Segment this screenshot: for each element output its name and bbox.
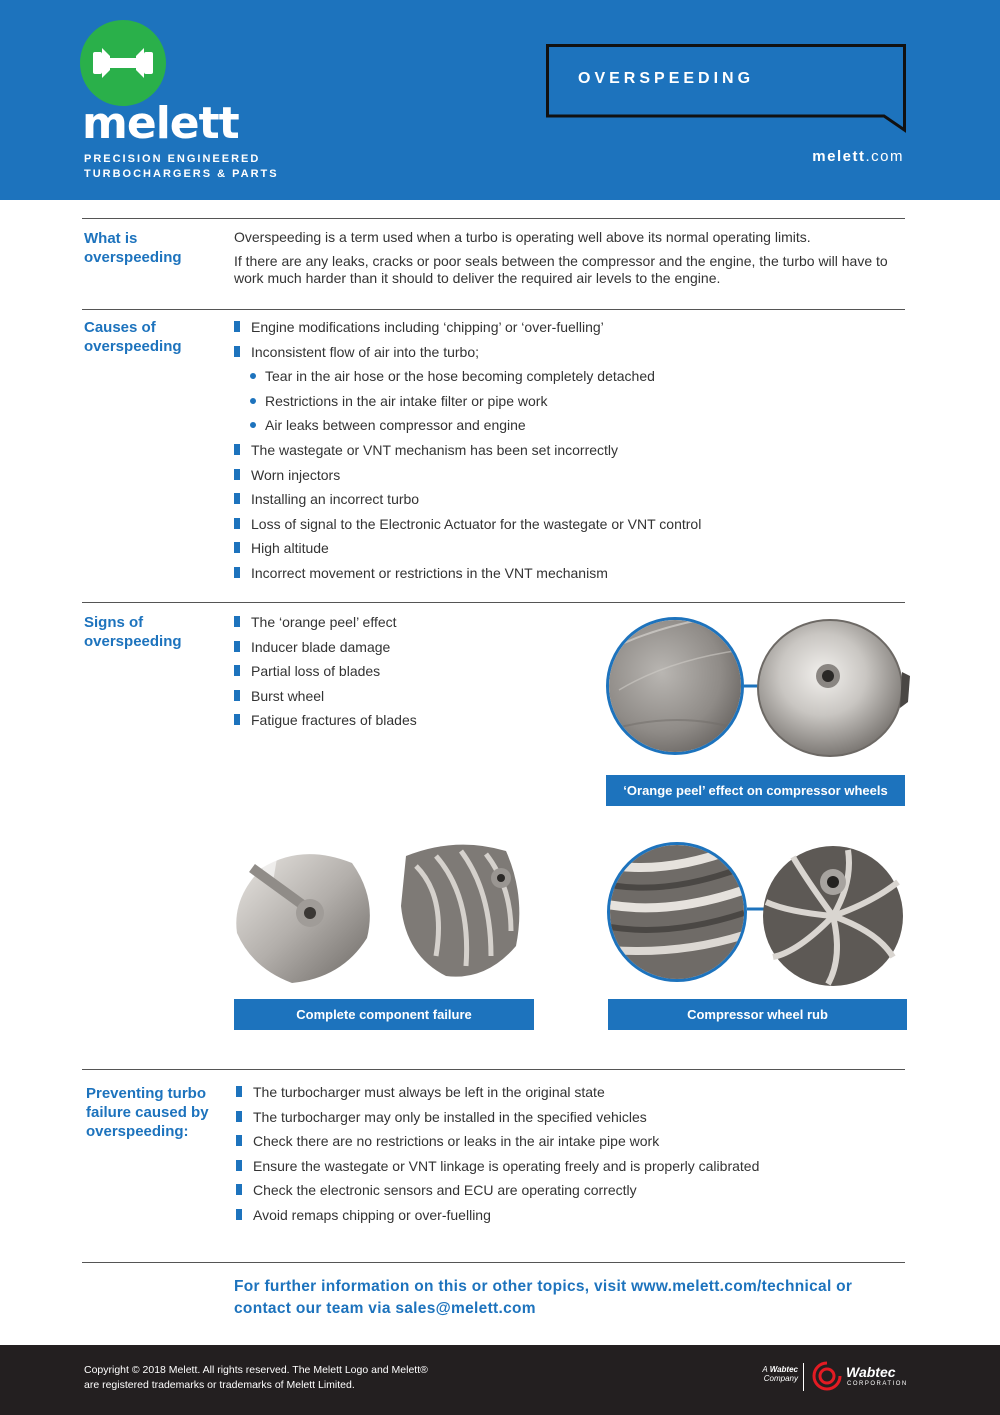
- tagline-line: PRECISION ENGINEERED: [84, 153, 261, 165]
- caption-wheel-rub: Compressor wheel rub: [608, 999, 907, 1030]
- sub-list-item: Tear in the air hose or the hose becoming completely detached: [234, 367, 701, 392]
- list-item: Check the electronic sensors and ECU are operating correctly: [236, 1181, 759, 1206]
- label-line: overspeeding: [84, 633, 182, 650]
- tagline-line: TURBOCHARGERS & PARTS: [84, 168, 279, 180]
- list-item: Worn injectors: [234, 466, 701, 491]
- sub-list-item: Air leaks between compressor and engine: [234, 416, 701, 441]
- wabtec-small: Wabtec: [769, 1365, 798, 1374]
- label-line: overspeeding: [84, 249, 182, 266]
- list-item: Burst wheel: [234, 687, 417, 712]
- caption-orange-peel: ‘Orange peel’ effect on compressor wheels: [606, 775, 905, 806]
- list-item: Fatigue fractures of blades: [234, 711, 417, 736]
- website-url[interactable]: [812, 148, 904, 165]
- wabtec-logo: [756, 1361, 916, 1401]
- list-item: The wastegate or VNT mechanism has been set incorrectly: [234, 441, 701, 466]
- signs-list: [234, 613, 417, 736]
- copyright-line: Copyright © 2018 Melett. All rights reserved. The Melett Logo and Melett®: [84, 1364, 428, 1376]
- brand-wordmark: melett: [82, 98, 239, 149]
- causes-list: [234, 318, 701, 589]
- logo-divider: [803, 1363, 804, 1391]
- wabtec-wordmark: Wabtec: [846, 1364, 896, 1380]
- list-item: Check there are no restrictions or leaks in the air intake pipe work: [236, 1132, 759, 1157]
- section-divider: [82, 1262, 905, 1263]
- rubbed-compressor-wheel-image: [758, 842, 908, 990]
- damaged-impeller-image: [396, 836, 528, 986]
- wabtec-a: A: [762, 1365, 768, 1374]
- title-speech-box: [546, 44, 906, 130]
- page-title: OVERSPEEDING: [578, 70, 755, 87]
- list-item: Avoid remaps chipping or over-fuelling: [236, 1206, 759, 1231]
- list-item: Loss of signal to the Electronic Actuator for the wastegate or VNT control: [234, 515, 701, 540]
- list-item: The turbocharger must always be left in the original state: [236, 1083, 759, 1108]
- wabtec-company: Company: [763, 1374, 798, 1383]
- label-line: failure caused by: [86, 1104, 209, 1121]
- list-item: High altitude: [234, 539, 701, 564]
- list-item: Incorrect movement or restrictions in the VNT mechanism: [234, 564, 701, 589]
- section-label-what: [84, 229, 182, 267]
- contact-call-to-action: [234, 1276, 914, 1320]
- section-divider: [82, 309, 905, 310]
- wabtec-corporation: CORPORATION: [847, 1381, 908, 1387]
- burst-wheel-image: [232, 838, 382, 988]
- cta-line[interactable]: For further information on this or other topics, visit www.melett.com/technical or: [234, 1278, 853, 1295]
- site-rest: .com: [865, 148, 904, 165]
- footer-band: [0, 1345, 1000, 1415]
- copyright-line: are registered trademarks or trademarks of Melett Limited.: [84, 1379, 355, 1391]
- label-line: overspeeding:: [86, 1123, 189, 1140]
- header-band: [0, 0, 1000, 200]
- label-line: overspeeding: [84, 338, 182, 355]
- list-item: Inducer blade damage: [234, 638, 417, 663]
- section-label-causes: [84, 318, 182, 356]
- tagline: [84, 152, 279, 182]
- what-paragraph-2: If there are any leaks, cracks or poor seals between the compressor and the engine, the turbo will have to work much harder than it should to deliver the required air levels to the engine.: [234, 253, 888, 286]
- what-paragraph-1: Overspeeding is a term used when a turbo is operating well above its normal operating limits.: [234, 229, 811, 245]
- section-divider: [82, 218, 905, 219]
- label-line: Signs of: [84, 614, 144, 631]
- label-line: Preventing turbo: [86, 1085, 207, 1102]
- melett-logo-icon: [80, 20, 166, 106]
- wabtec-mark-icon: [812, 1361, 842, 1391]
- label-line: Causes of: [84, 319, 156, 336]
- sub-list-item: Restrictions in the air intake filter or pipe work: [234, 392, 701, 417]
- compressor-wheel-image: [752, 612, 912, 762]
- orange-peel-closeup-image: [606, 617, 744, 755]
- list-item: Ensure the wastegate or VNT linkage is operating freely and is properly calibrated: [236, 1157, 759, 1182]
- list-item: Inconsistent flow of air into the turbo;: [234, 343, 701, 368]
- preventing-list: [236, 1083, 759, 1231]
- section-divider: [82, 602, 905, 603]
- copyright-notice: [84, 1363, 428, 1393]
- list-item: Engine modifications including ‘chipping’ or ‘over-fuelling’: [234, 318, 701, 343]
- section-label-signs: [84, 613, 182, 651]
- cta-line[interactable]: contact our team via sales@melett.com: [234, 1300, 536, 1317]
- list-item: Installing an incorrect turbo: [234, 490, 701, 515]
- list-item: The turbocharger may only be installed in the specified vehicles: [236, 1108, 759, 1133]
- caption-complete-failure: Complete component failure: [234, 999, 534, 1030]
- label-line: What is: [84, 230, 138, 247]
- site-bold: melett: [812, 148, 866, 165]
- wheel-rub-closeup-image: [607, 842, 747, 982]
- list-item: Partial loss of blades: [234, 662, 417, 687]
- section-divider: [82, 1069, 905, 1070]
- section-label-preventing: [86, 1084, 209, 1141]
- list-item: The ‘orange peel’ effect: [234, 613, 417, 638]
